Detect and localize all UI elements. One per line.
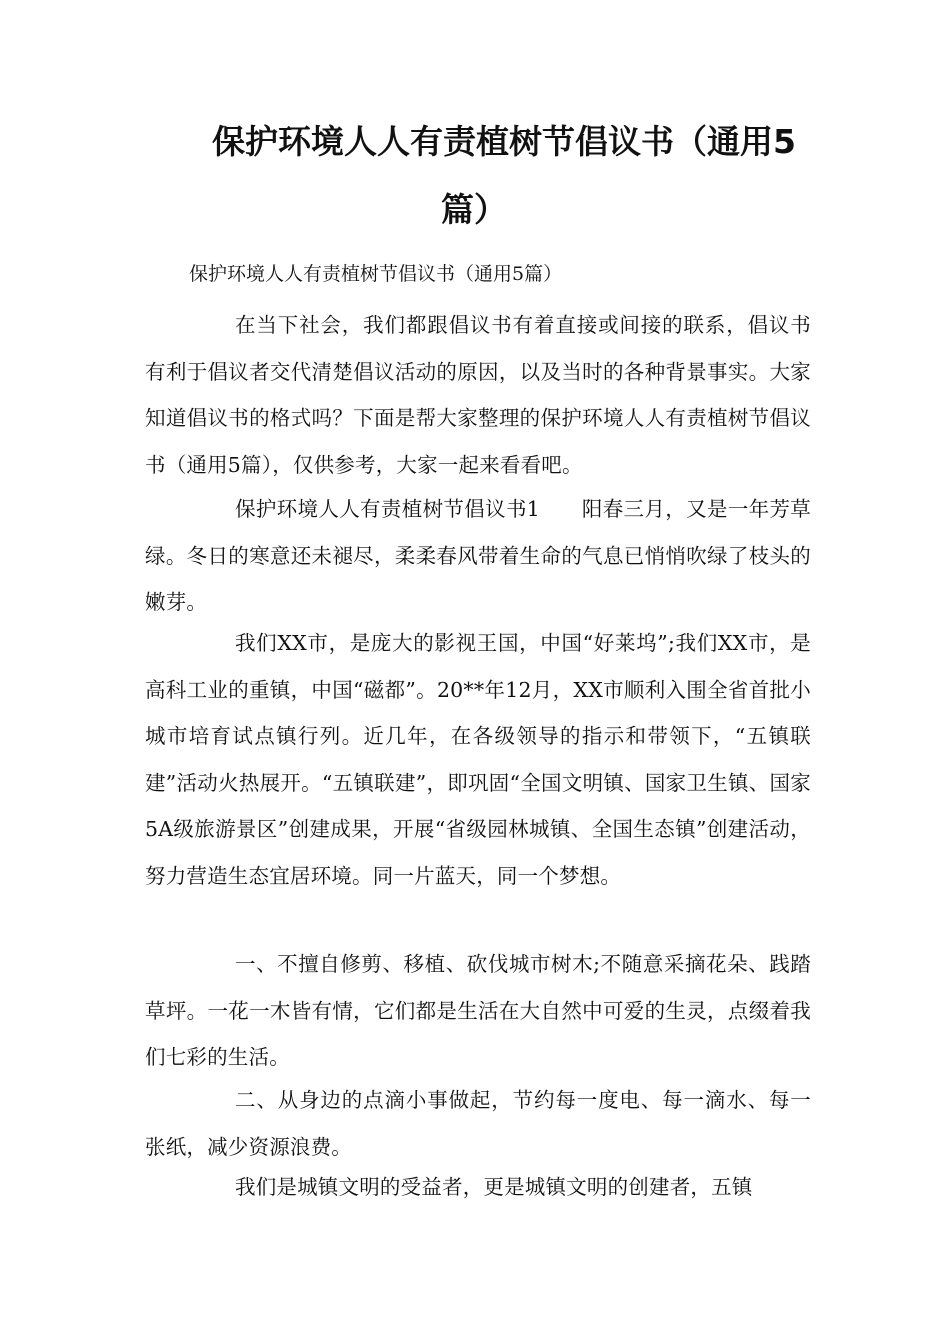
paragraph-point-two: 二、从身边的点滴小事做起，节约每一度电、每一滴水、每一张纸，减少资源浪费。 xyxy=(145,1088,811,1159)
document-title-line-2: 篇） xyxy=(441,190,507,229)
document-subtitle: 保护环境人人有责植树节倡议书（通用5篇） xyxy=(189,263,563,285)
document-title-line-1: 保护环境人人有责植树节倡议书（通用5 xyxy=(212,122,796,161)
paragraph-spring: 保护环境人人有责植树节倡议书1 阳春三月，又是一年芳草绿。冬日的寒意还未褪尽，柔柔春风带着生命的气息已悄悄吹绿了枝头的嫩芽。 xyxy=(145,497,811,614)
paragraph-point-one: 一、不擅自修剪、移植、砍伐城市树木;不随意采摘花朵、践踏草坪。一花一木皆有情，它们都是生活在大自然中可爱的生灵，点缀着我们七彩的生活。 xyxy=(145,952,811,1069)
paragraph-closing: 我们是城镇文明的受益者，更是城镇文明的创建者，五镇 xyxy=(235,1175,753,1199)
paragraph-city: 我们XX市，是庞大的影视王国，中国“好莱坞”;我们XX市，是高科工业的重镇，中国“磁都”。20**年12月，XX市顺利入围全省首批小城市培育试点镇行列。近几年，在各级领导的指示和带领下，“五镇联建”活动火热展开。“五镇联建”，即巩固“全国文明镇、国家卫生镇、国家5A级旅游景区”创建成果，开展“省级园林城镇、全国生态镇”创建活动，努力营造生态宜居环境。同一片蓝天，同一个梦想。 xyxy=(145,631,811,888)
paragraph-intro: 在当下社会，我们都跟倡议书有着直接或间接的联系，倡议书有利于倡议者交代清楚倡议活动的原因，以及当时的各种背景事实。大家知道倡议书的格式吗？下面是帮大家整理的保护环境人人有责植树节倡议书（通用5篇），仅供参考，大家一起来看看吧。 xyxy=(145,313,811,477)
